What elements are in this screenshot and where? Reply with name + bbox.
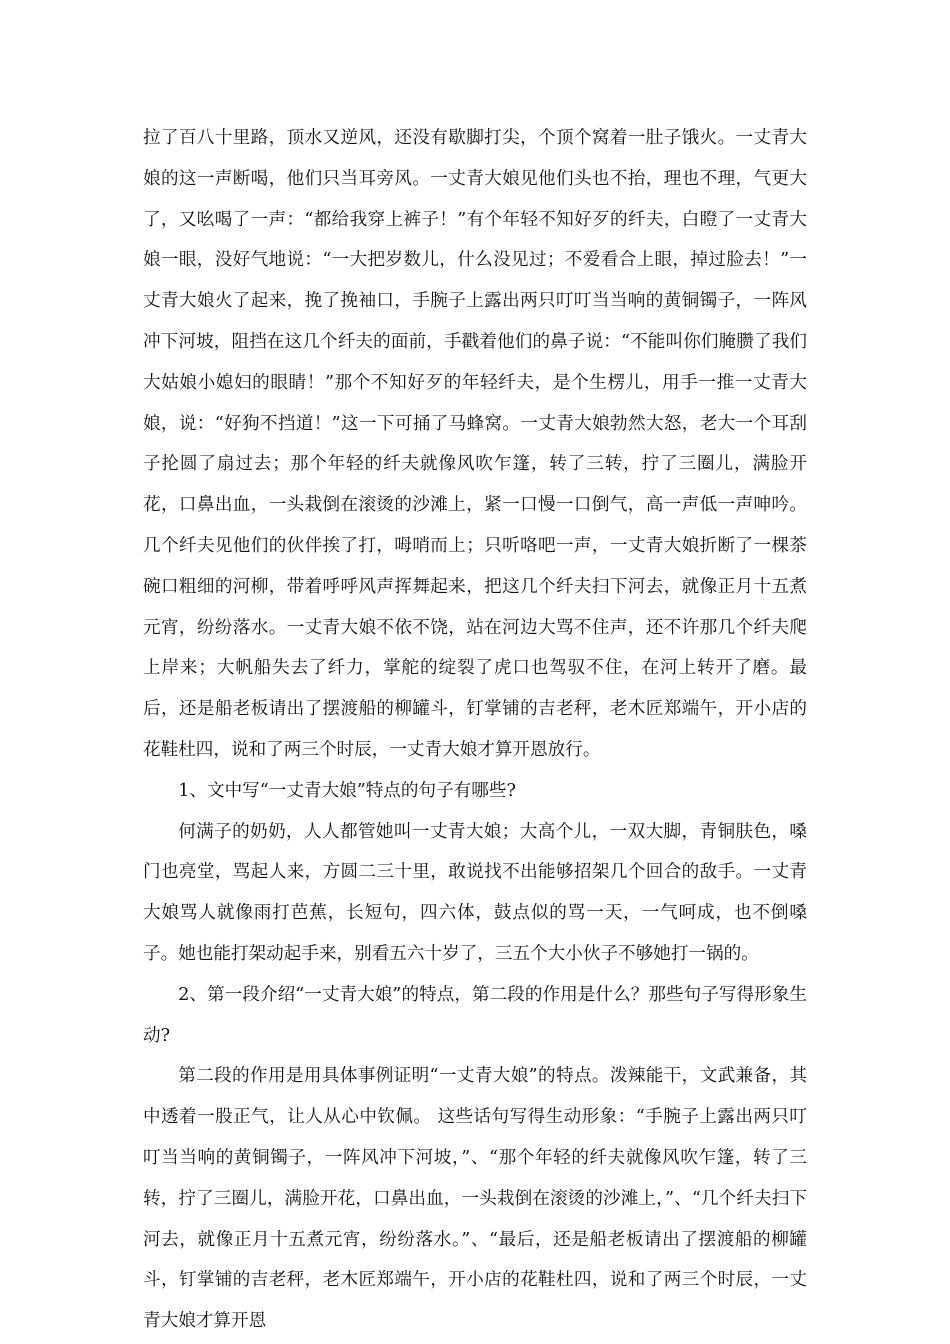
- story-paragraph: 拉了百八十里路，顶水又逆风，还没有歇脚打尖，个顶个窝着一肚子饿火。一丈青大娘的这一声断喝，他们只当耳旁风。一丈青大娘见他们头也不抬，理也不理，气更大了，又吆喝了一声：“都给我穿上裤子！”有个年轻不知好歹的纤夫，白瞪了一丈青大娘一眼，没好气地说：“一大把岁数儿，什么没见过；不爱看合上眼，掉过脸去！”一丈青大娘火了起来，挽了挽袖口，手腕子上露出两只叮叮当当响的黄铜镯子，一阵风冲下河坡，阻挡在这几个纤夫的面前，手戳着他们的鼻子说：“不能叫你们腌臜了我们大姑娘小媳妇的眼睛！”那个不知好歹的年轻纤夫，是个生楞儿，用手一推一丈青大娘，说：“好狗不挡道！”这一下可捅了马蜂窝。一丈青大娘勃然大怒，老大一个耳刮子抡圆了扇过去；那个年轻的纤夫就像风吹乍篷，转了三转，拧了三圈儿，满脸开花，口鼻出血，一头栽倒在滚烫的沙滩上，紧一口慢一口倒气，高一声低一声呻吟。几个纤夫见他们的伙伴挨了打，呣哨而上；只听咯吧一声，一丈青大娘折断了一棵茶碗口粗细的河柳，带着呼呼风声挥舞起来，把这几个纤夫扫下河去，就像正月十五煮元宵，纷纷落水。一丈青大娘不依不饶，站在河边大骂不住声，还不许那几个纤夫爬上岸来；大帆船失去了纤力，掌舵的绽裂了虎口也驾驭不住，在河上转开了磨。最后，还是船老板请出了摆渡船的柳罐斗，钉掌铺的吉老秤，老木匠郑端午，开小店的花鞋杜四，说和了两三个时辰，一丈青大娘才算开恩放行。: [143, 128, 807, 760]
- answer-1: 何满子的奶奶，人人都管她叫一丈青大娘；大高个儿，一双大脚，青铜肤色，嗓门也亮堂，骂起人来，方圆二三十里，敢说找不出能够招架几个回合的敌手。一丈青大娘骂人就像雨打芭蕉，长短句，四六体，鼓点似的骂一天，一气呵成，也不倒嗓子。她也能打架动起手来，别看五六十岁了，三五个大小伙子不够她打一锅的。: [143, 821, 807, 964]
- answer-2: 第二段的作用是用具体事例证明“一丈青大娘”的特点。泼辣能干，文武兼备，其中透着一股正气，让人从心中钦佩。 这些话句写得生动形象：“手腕子上露出两只叮叮当当响的黄铜镯子，一阵风冲下河坡，”、“那个年轻的纤夫就像风吹乍篷，转了三转，拧了三圈儿，满脸开花，口鼻出血，一头栽倒在滚烫的沙滩上，”、“几个纤夫扫下河去，就像正月十五煮元宵，纷纷落水。”、“最后，还是船老板请出了摆渡船的柳罐斗，钉掌铺的吉老秤，老木匠郑端午，开小店的花鞋杜四，说和了两三个时辰，一丈青大娘才算开恩: [143, 1066, 807, 1332]
- document-body: [143, 118, 807, 1342]
- question-1: 1、文中写“一丈青大娘”特点的句子有哪些?: [178, 780, 516, 801]
- question-2: 2、第一段介绍“一丈青大娘”的特点，第二段的作用是什么？那些句子写得形象生动?: [143, 984, 807, 1046]
